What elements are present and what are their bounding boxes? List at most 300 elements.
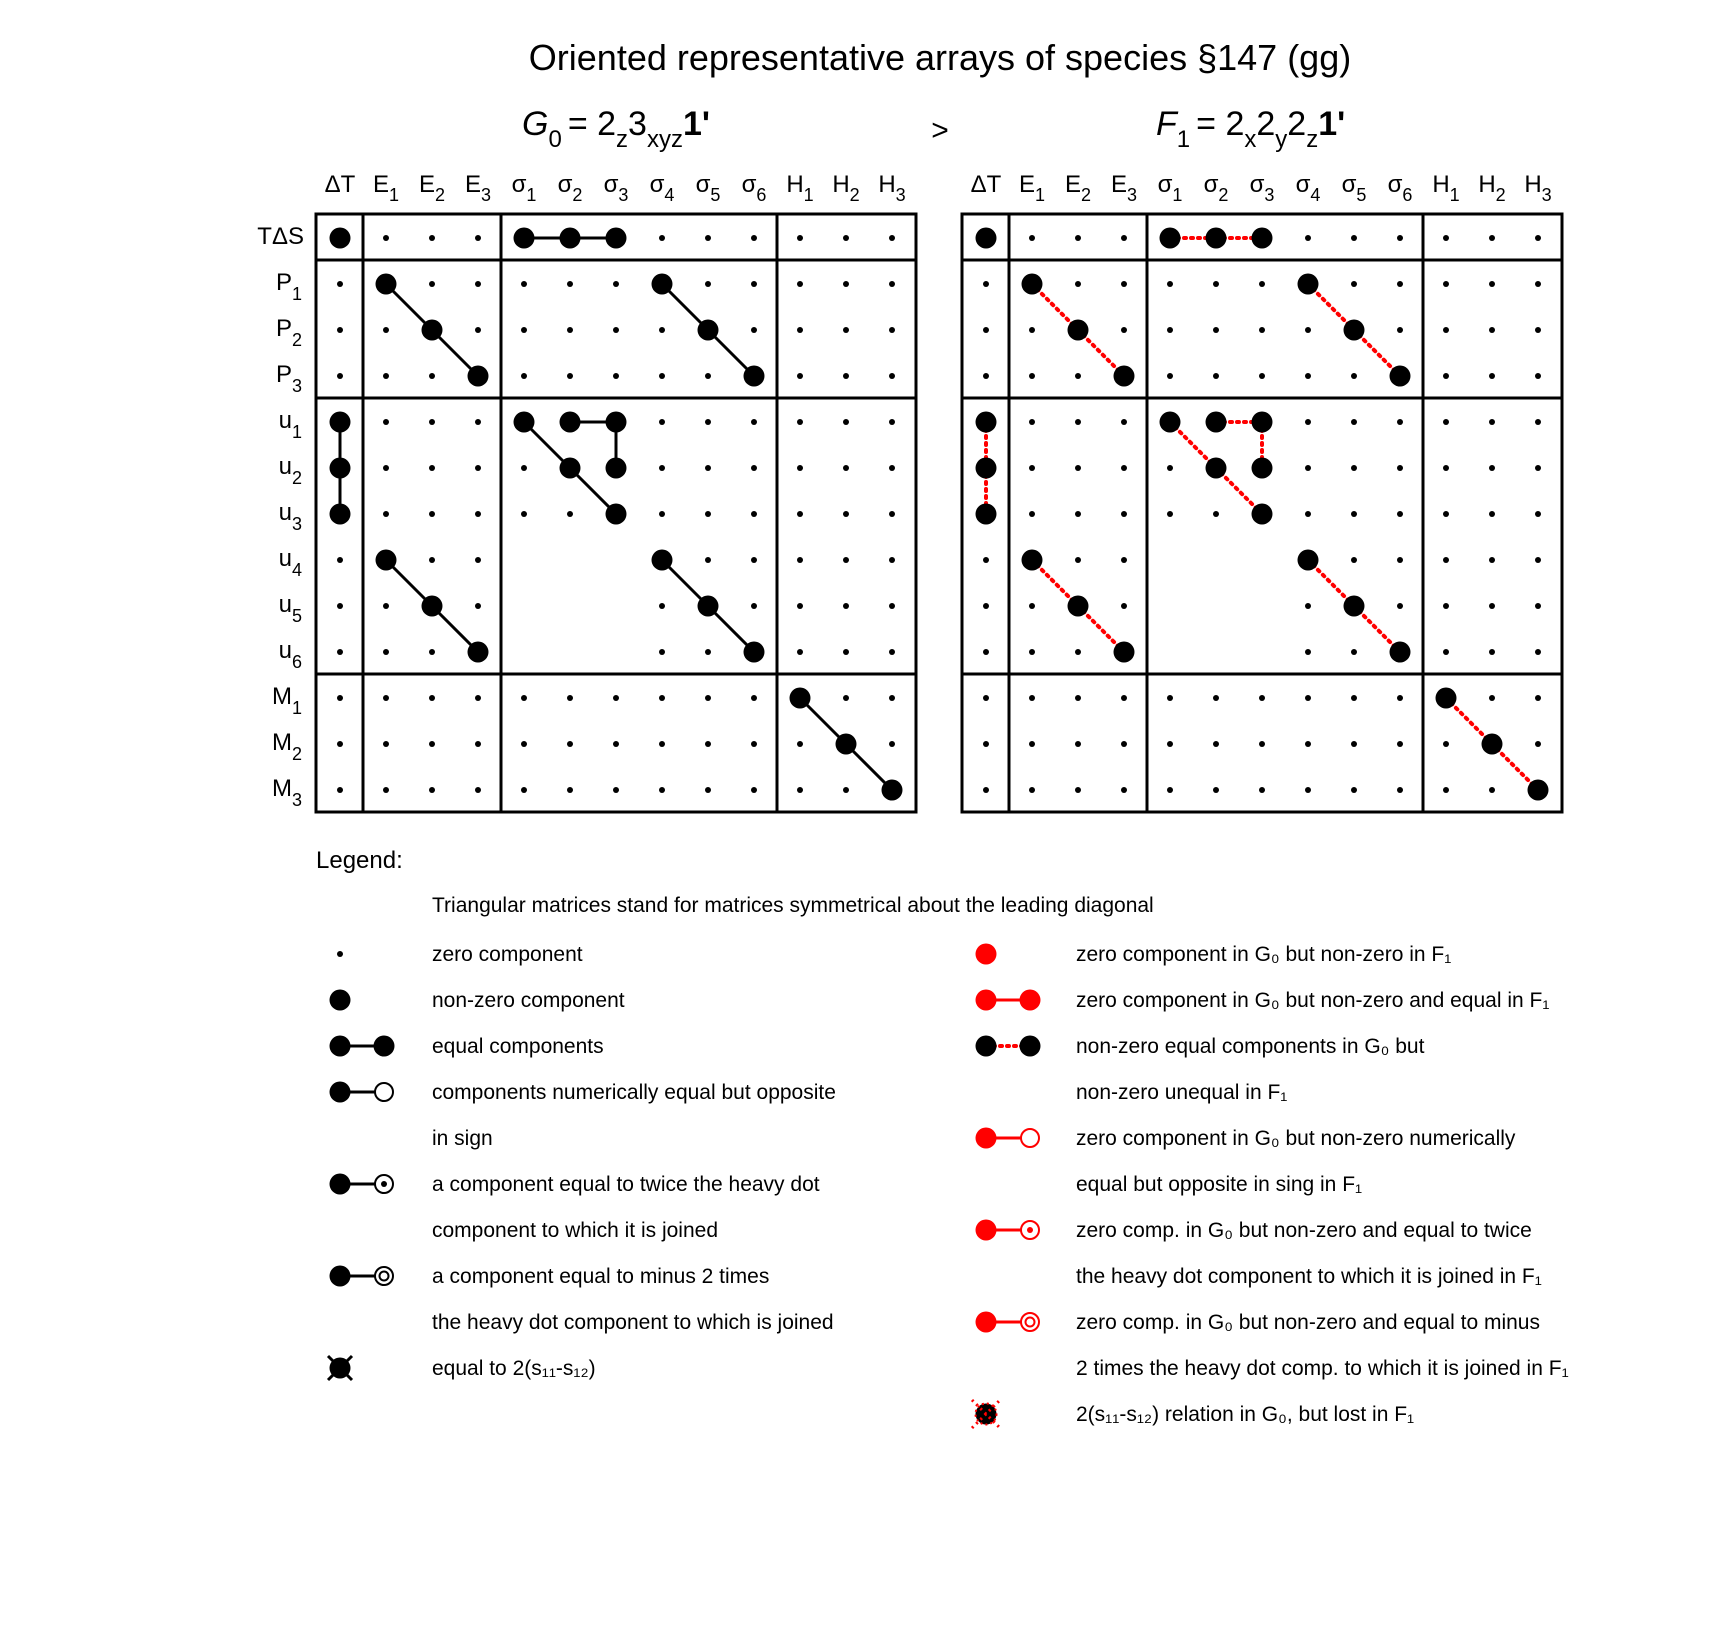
zero-component (1259, 281, 1265, 287)
zero-component (659, 511, 665, 517)
nonzero-component (606, 412, 627, 433)
zero-component (889, 557, 895, 563)
nonzero-component (976, 228, 997, 249)
zero-component (1351, 695, 1357, 701)
zero-component (1489, 603, 1495, 609)
zero-component (613, 373, 619, 379)
legend-text: zero component in G₀ but non-zero in F₁ (1076, 943, 1452, 966)
zero-component (705, 649, 711, 655)
nonzero-component (606, 458, 627, 479)
zero-component (521, 741, 527, 747)
legend-heavy-dot (330, 1266, 351, 1287)
nonzero-component (1528, 780, 1549, 801)
zero-component (1121, 557, 1127, 563)
zero-component (1029, 327, 1035, 333)
group-right-part2: 2 (1256, 105, 1276, 143)
zero-component (751, 511, 757, 517)
zero-component (1029, 741, 1035, 747)
column-header: $\sigma_3$ (1249, 171, 1275, 205)
zero-component (1397, 281, 1403, 287)
zero-component (1121, 235, 1127, 241)
row-header: TΔS (257, 223, 304, 250)
nonzero-component (976, 458, 997, 479)
zero-component (705, 235, 711, 241)
zero-component (843, 419, 849, 425)
zero-component (1029, 649, 1035, 655)
group-right-sub: 1 (1176, 126, 1191, 153)
legend-inner-dot (381, 1181, 387, 1187)
zero-component (751, 787, 757, 793)
zero-component (983, 787, 989, 793)
zero-component (1305, 465, 1311, 471)
zero-component (1351, 787, 1357, 793)
legend-text: non-zero unequal in F₁ (1076, 1081, 1288, 1104)
nonzero-component (1252, 412, 1273, 433)
nonzero-component (468, 642, 489, 663)
legend-text: non-zero component (432, 989, 625, 1012)
zero-component (1535, 235, 1541, 241)
zero-component (1351, 281, 1357, 287)
legend-heavy-dot (330, 1174, 351, 1195)
nonzero-component (422, 596, 443, 617)
column-header: $E_1$ (1018, 171, 1046, 205)
zero-component (659, 603, 665, 609)
nonzero-component (976, 504, 997, 525)
zero-component (1259, 373, 1265, 379)
zero-component (843, 281, 849, 287)
column-header: $E_1$ (372, 171, 400, 205)
zero-component (1121, 419, 1127, 425)
nonzero-component (1252, 504, 1273, 525)
zero-component (1213, 281, 1219, 287)
zero-component (889, 603, 895, 609)
legend-heavy-dot (330, 1082, 351, 1103)
legend-heavy-dot (330, 990, 351, 1011)
zero-component (521, 281, 527, 287)
group-right-sub1: x (1244, 126, 1257, 153)
nonzero-component (422, 320, 443, 341)
zero-component (1075, 557, 1081, 563)
legend-left (328, 943, 836, 1380)
row-header: $M_3$ (271, 775, 302, 810)
zero-component (475, 327, 481, 333)
zero-component (383, 373, 389, 379)
zero-component (429, 235, 435, 241)
zero-component (1489, 649, 1495, 655)
nonzero-component (744, 366, 765, 387)
group-left-part2: 3 (628, 105, 647, 143)
zero-component (1443, 603, 1449, 609)
zero-component (337, 281, 343, 287)
zero-component (1029, 419, 1035, 425)
zero-component (1489, 787, 1495, 793)
nonzero-component (560, 228, 581, 249)
zero-component (1029, 465, 1035, 471)
legend-note: Triangular matrices stand for matrices symmetrical about the leading diagonal (432, 894, 1154, 917)
zero-component (475, 603, 481, 609)
column-header: $\sigma_4$ (1295, 171, 1321, 205)
zero-component (613, 327, 619, 333)
zero-component (429, 373, 435, 379)
legend-text: zero component (432, 943, 583, 966)
zero-component (983, 603, 989, 609)
zero-component (337, 603, 343, 609)
zero-component (843, 235, 849, 241)
group-left-sub1: z (616, 126, 629, 153)
nonzero-component (1068, 596, 1089, 617)
zero-component (1443, 787, 1449, 793)
zero-component (1075, 741, 1081, 747)
zero-component (705, 787, 711, 793)
zero-component (1351, 465, 1357, 471)
zero-component (1443, 557, 1449, 563)
zero-component (797, 281, 803, 287)
zero-component (1029, 511, 1035, 517)
zero-component (751, 327, 757, 333)
zero-component (429, 741, 435, 747)
legend-text: component to which it is joined (432, 1219, 718, 1242)
legend-heavy-dot (1020, 990, 1041, 1011)
svg-text:G0= 2z3xyz1' (522, 105, 710, 153)
zero-component (1351, 373, 1357, 379)
group-right-eq: = 2 (1196, 105, 1245, 143)
zero-component (475, 695, 481, 701)
zero-component (843, 695, 849, 701)
column-header: ΔT (970, 171, 1002, 198)
group-right-sub2: y (1275, 126, 1288, 153)
nonzero-component (376, 550, 397, 571)
group-left-prime: 1' (682, 105, 710, 143)
nonzero-component (1298, 274, 1319, 295)
zero-component (889, 649, 895, 655)
zero-component (1535, 327, 1541, 333)
nonzero-component (330, 504, 351, 525)
zero-component (1121, 603, 1127, 609)
zero-component (1167, 465, 1173, 471)
column-header: $H_3$ (1524, 171, 1552, 205)
zero-component (1075, 419, 1081, 425)
zero-component (1489, 373, 1495, 379)
group-left-sub2: xyz (646, 126, 683, 153)
zero-component (797, 511, 803, 517)
zero-component (1121, 511, 1127, 517)
nonzero-component (606, 504, 627, 525)
legend-text: the heavy dot component to which is joined (432, 1311, 834, 1334)
legend-open-circle (375, 1083, 393, 1101)
zero-component (1489, 419, 1495, 425)
zero-component (1535, 603, 1541, 609)
zero-component (1029, 603, 1035, 609)
figure-title: Oriented representative arrays of species §147 (gg) (528, 37, 1352, 78)
column-header: $H_3$ (878, 171, 906, 205)
row-header: $P_1$ (275, 269, 302, 304)
nonzero-component (560, 458, 581, 479)
zero-component (429, 511, 435, 517)
zero-component (1535, 419, 1541, 425)
zero-component (751, 695, 757, 701)
zero-component (1075, 649, 1081, 655)
zero-component (843, 787, 849, 793)
nonzero-component (1482, 734, 1503, 755)
zero-component (1305, 373, 1311, 379)
zero-component (889, 235, 895, 241)
zero-component (1489, 465, 1495, 471)
zero-component (705, 557, 711, 563)
zero-component (613, 695, 619, 701)
zero-component (705, 695, 711, 701)
zero-component (843, 465, 849, 471)
nonzero-component (698, 596, 719, 617)
zero-component (659, 787, 665, 793)
zero-component (1535, 741, 1541, 747)
zero-component (1489, 327, 1495, 333)
zero-component (1075, 235, 1081, 241)
zero-component (383, 649, 389, 655)
zero-component (659, 695, 665, 701)
zero-component (983, 557, 989, 563)
nonzero-component (976, 412, 997, 433)
zero-component (889, 511, 895, 517)
nonzero-component (606, 228, 627, 249)
legend-text: 2(s₁₁-s₁₂) relation in G₀, but lost in F₁ (1076, 1403, 1415, 1426)
zero-component (1443, 465, 1449, 471)
zero-component (475, 235, 481, 241)
zero-component (337, 557, 343, 563)
zero-component (889, 741, 895, 747)
zero-component (797, 741, 803, 747)
row-header: $u_1$ (278, 407, 302, 442)
zero-component (1121, 787, 1127, 793)
zero-component (1397, 465, 1403, 471)
zero-component (383, 695, 389, 701)
zero-component (1535, 649, 1541, 655)
nonzero-component (1390, 642, 1411, 663)
zero-component (843, 603, 849, 609)
zero-component (1489, 695, 1495, 701)
zero-component (1167, 281, 1173, 287)
zero-component (659, 373, 665, 379)
legend-title: Legend: (316, 847, 403, 874)
zero-component (383, 787, 389, 793)
zero-component (383, 465, 389, 471)
zero-component (1443, 511, 1449, 517)
legend-text: 2 times the heavy dot comp. to which it is joined in F₁ (1076, 1357, 1569, 1380)
legend-text: components numerically equal but opposite (432, 1081, 836, 1104)
zero-component (983, 741, 989, 747)
nonzero-component (1114, 366, 1135, 387)
zero-component (521, 787, 527, 793)
zero-component (1305, 511, 1311, 517)
zero-component (843, 327, 849, 333)
zero-component (1535, 281, 1541, 287)
comparator: > (931, 114, 949, 147)
zero-component (1489, 281, 1495, 287)
zero-component (1443, 327, 1449, 333)
zero-component (521, 511, 527, 517)
zero-component (1121, 741, 1127, 747)
zero-component (1443, 419, 1449, 425)
zero-component (1535, 465, 1541, 471)
zero-component (751, 419, 757, 425)
column-header: $\sigma_4$ (649, 171, 675, 205)
zero-component (475, 465, 481, 471)
column-header: ΔT (324, 171, 356, 198)
zero-component (983, 281, 989, 287)
nonzero-component (744, 642, 765, 663)
row-header: $M_2$ (271, 729, 302, 764)
zero-component (843, 373, 849, 379)
legend-text: zero component in G₀ but non-zero numerically (1076, 1127, 1516, 1150)
zero-component (1167, 373, 1173, 379)
nonzero-component (1298, 550, 1319, 571)
zero-component (797, 557, 803, 563)
zero-component (1397, 511, 1403, 517)
zero-component (797, 235, 803, 241)
matrix-right (962, 171, 1562, 812)
legend-right (972, 943, 1569, 1428)
nonzero-component (514, 228, 535, 249)
zero-component (475, 741, 481, 747)
zero-component (521, 465, 527, 471)
zero-component (567, 281, 573, 287)
legend-text: the heavy dot component to which it is joined in F₁ (1076, 1265, 1542, 1288)
group-left-sub: 0 (548, 126, 562, 153)
zero-component (521, 373, 527, 379)
zero-component (705, 419, 711, 425)
nonzero-component (1206, 228, 1227, 249)
legend-heavy-dot (976, 1128, 997, 1149)
row-header: $u_6$ (278, 637, 302, 672)
nonzero-component (1206, 458, 1227, 479)
nonzero-component (698, 320, 719, 341)
zero-component (659, 235, 665, 241)
zero-component (1167, 511, 1173, 517)
zero-component (1259, 327, 1265, 333)
zero-component (1121, 465, 1127, 471)
zero-component (429, 281, 435, 287)
legend-text: equal to 2(s₁₁-s₁₂) (432, 1357, 596, 1380)
column-header: $E_3$ (1110, 171, 1138, 205)
zero-component (1397, 741, 1403, 747)
zero-component (751, 603, 757, 609)
column-header: $\sigma_2$ (1203, 171, 1229, 205)
zero-component (1121, 327, 1127, 333)
zero-component (797, 649, 803, 655)
nonzero-component (468, 366, 489, 387)
nonzero-component (330, 412, 351, 433)
zero-component (1397, 695, 1403, 701)
zero-component (567, 327, 573, 333)
zero-component (1443, 649, 1449, 655)
row-header: $u_3$ (278, 499, 302, 534)
zero-component (337, 787, 343, 793)
zero-component (983, 373, 989, 379)
zero-component (889, 695, 895, 701)
zero-component (1535, 557, 1541, 563)
zero-component (1305, 419, 1311, 425)
nonzero-component (376, 274, 397, 295)
zero-component (429, 557, 435, 563)
zero-component (1535, 511, 1541, 517)
zero-component (1259, 695, 1265, 701)
legend-heavy-dot (976, 1220, 997, 1241)
nonzero-component (836, 734, 857, 755)
zero-component (1075, 695, 1081, 701)
nonzero-component (1390, 366, 1411, 387)
zero-component (383, 603, 389, 609)
legend-open-circle (1021, 1313, 1039, 1331)
nonzero-component (330, 458, 351, 479)
column-header: $E_3$ (464, 171, 492, 205)
zero-component (659, 649, 665, 655)
zero-component (1075, 281, 1081, 287)
zero-component (383, 419, 389, 425)
zero-component (1213, 511, 1219, 517)
legend-text: zero comp. in G₀ but non-zero and equal to twice (1076, 1219, 1532, 1242)
zero-component (1305, 787, 1311, 793)
group-left-symbol: G (522, 105, 549, 143)
nonzero-component (1068, 320, 1089, 341)
zero-component (705, 465, 711, 471)
zero-component (1029, 695, 1035, 701)
zero-component (751, 235, 757, 241)
zero-component (1075, 373, 1081, 379)
zero-component (843, 511, 849, 517)
zero-component (429, 787, 435, 793)
zero-component (383, 235, 389, 241)
zero-component (429, 649, 435, 655)
zero-component (613, 787, 619, 793)
zero-component (705, 373, 711, 379)
zero-component (797, 465, 803, 471)
legend-inner-dot (1027, 1227, 1033, 1233)
legend-heavy-dot (976, 1312, 997, 1333)
zero-component (337, 373, 343, 379)
zero-component (1443, 373, 1449, 379)
zero-component (1397, 327, 1403, 333)
zero-component (797, 373, 803, 379)
legend-heavy-dot (976, 990, 997, 1011)
zero-component (1443, 281, 1449, 287)
nonzero-component (1160, 228, 1181, 249)
zero-component (1397, 603, 1403, 609)
legend-text: zero comp. in G₀ but non-zero and equal to minus (1076, 1311, 1540, 1334)
legend-text: a component equal to minus 2 times (432, 1265, 770, 1288)
column-header: $\sigma_3$ (603, 171, 629, 205)
zero-component (337, 695, 343, 701)
legend-text: a component equal to twice the heavy dot (432, 1173, 820, 1196)
zero-component (1213, 373, 1219, 379)
row-header: $u_4$ (278, 545, 302, 580)
row-header: $P_3$ (275, 361, 302, 396)
zero-component (1305, 603, 1311, 609)
zero-component (1535, 695, 1541, 701)
column-header: $\sigma_5$ (695, 171, 721, 205)
zero-component (751, 281, 757, 287)
zero-component (659, 741, 665, 747)
nonzero-component (790, 688, 811, 709)
zero-component (1397, 787, 1403, 793)
nonzero-component (1344, 596, 1365, 617)
column-header: $H_1$ (1432, 171, 1460, 205)
zero-component (843, 649, 849, 655)
nonzero-component (514, 412, 535, 433)
zero-component (797, 603, 803, 609)
legend-text: equal components (432, 1035, 604, 1058)
zero-component (889, 373, 895, 379)
zero-component (567, 741, 573, 747)
zero-component (1167, 695, 1173, 701)
